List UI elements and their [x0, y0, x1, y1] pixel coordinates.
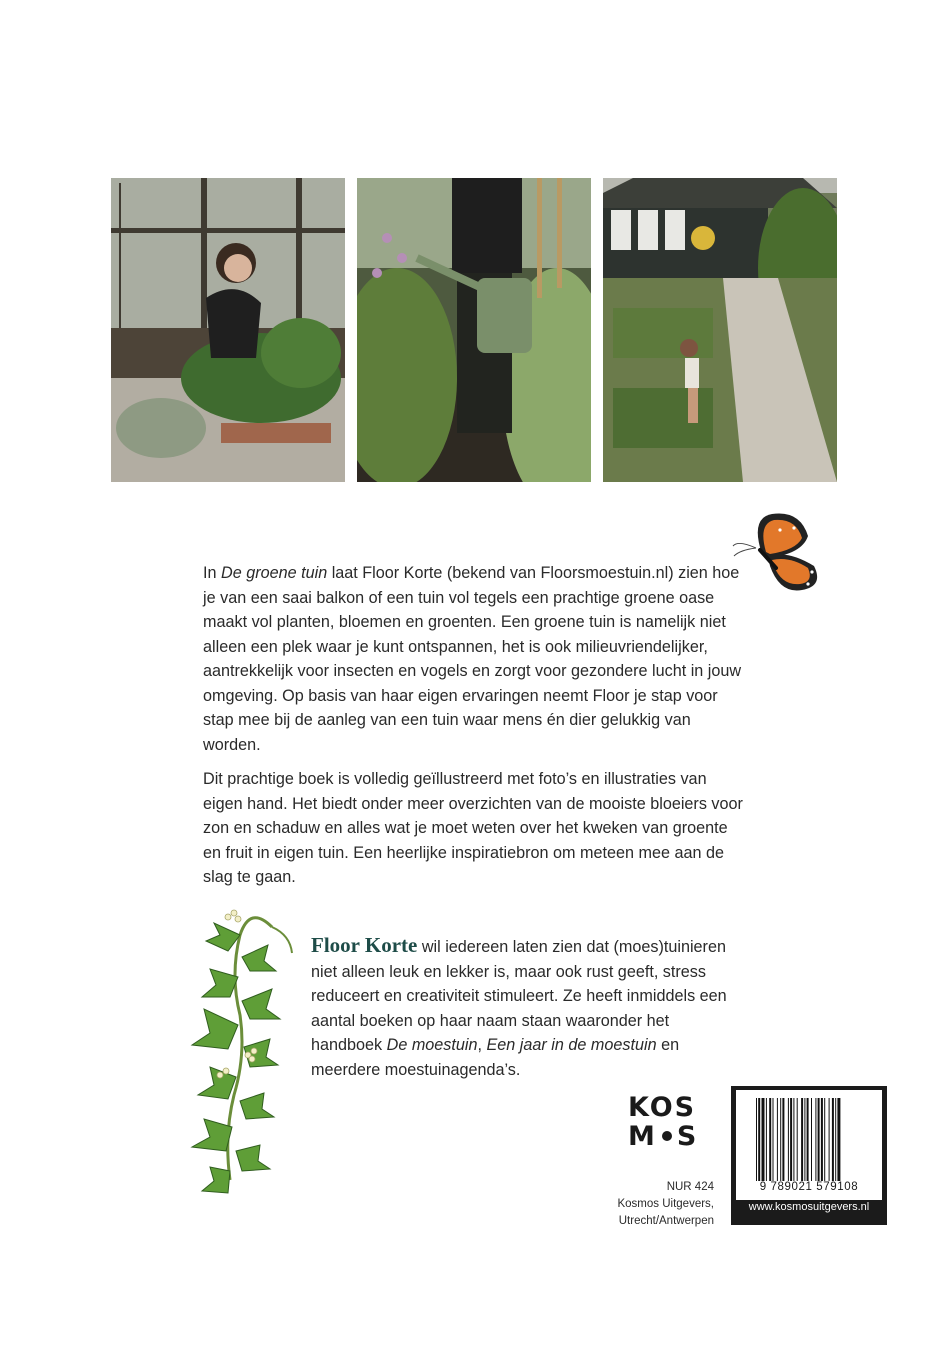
barcode-bar [790, 1098, 792, 1181]
author-name: Floor Korte [311, 933, 418, 957]
barcode-bar [773, 1098, 774, 1181]
barcode-bar [766, 1098, 767, 1181]
barcode-bar [793, 1098, 794, 1181]
barcode-bar [782, 1098, 784, 1181]
description-paragraph-1: In De groene tuin laat Floor Korte (bekend van Floorsmoestuin.nl) zien hoe je van een saai balkon of een tuin vol tegels een prachtige groene oase maakt vol planten, bloemen en groenten. Een groene tuin is namelijk niet alleen een plek waar je kunt ontspannen, het is ook milieuvriendelijker, aantrekkelijk voor insecten en vogels en zorgt voor gezondere lucht in jouw omgeving. Op basis van haar eigen ervaringen neemt Floor je stap voor stap mee bij de aanleg van een tuin waar mens én dier gelukkig van worden. [203, 564, 742, 754]
website-url: www.kosmosuitgevers.nl [748, 1201, 870, 1213]
book-title: De groene tuin [221, 564, 328, 582]
barcode [736, 1090, 882, 1200]
barcode-bar [801, 1098, 803, 1181]
nur-code: NUR 424 [666, 1181, 714, 1193]
barcode-bar [769, 1098, 771, 1181]
barcode-bar [788, 1098, 789, 1181]
barcode-bar [837, 1098, 840, 1181]
barcode-bar [777, 1098, 778, 1181]
barcode-bar [829, 1098, 830, 1181]
author-bio: Floor Korte wil iedereen laten zien dat (moes)tuinieren niet alleen leuk en lekker is, maar ook rust geeft, stress reduceert en creativiteit stimuleert. Ze heeft inmiddels een aantal boeken op haar naam staan waaronder het handboek De moestuin, Een jaar in de moestuin en meerdere moestuinagenda’s. [311, 933, 727, 1079]
barcode-bar [804, 1098, 805, 1181]
publisher-name: Kosmos Uitgevers, [617, 1198, 714, 1210]
description-paragraph-2: Dit prachtige boek is volledig geïllustreerd met foto’s en illustraties van eigen hand. Het biedt onder meer overzichten van de mooiste bloeiers voor zon en schaduw en alles wat je moet weten over het kweken van groente en fruit in eigen tuin. Een heerlijke inspiratiebron om meteen mee aan de slag te gaan. [203, 770, 743, 886]
kosmos-logo: KOS M S [628, 1092, 699, 1152]
barcode-bar [835, 1098, 836, 1181]
barcode-bar [815, 1098, 816, 1181]
photo-greenhouse [111, 178, 345, 482]
barcode-bar [780, 1098, 781, 1181]
publisher-city: Utrecht/Antwerpen [618, 1215, 714, 1227]
barcode-bar [807, 1098, 809, 1181]
barcode-bar [756, 1098, 757, 1181]
isbn-number: 9 789021 579108 [759, 1181, 859, 1193]
barcode-bar [758, 1098, 760, 1181]
barcode-bar [762, 1098, 765, 1181]
barcode-bar [797, 1098, 798, 1181]
barcode-bars [756, 1098, 866, 1181]
logo-dot-icon [662, 1131, 672, 1141]
barcode-bar [832, 1098, 834, 1181]
barcode-bar [821, 1098, 823, 1181]
ivy-vine-illustration [180, 905, 300, 1200]
photo-watering-can [357, 178, 591, 482]
photo-vegetable-garden [603, 178, 837, 482]
barcode-bar [811, 1098, 812, 1181]
publisher-info [580, 1179, 714, 1230]
barcode-bar [824, 1098, 825, 1181]
barcode-box [731, 1086, 887, 1225]
barcode-bar [818, 1098, 820, 1181]
